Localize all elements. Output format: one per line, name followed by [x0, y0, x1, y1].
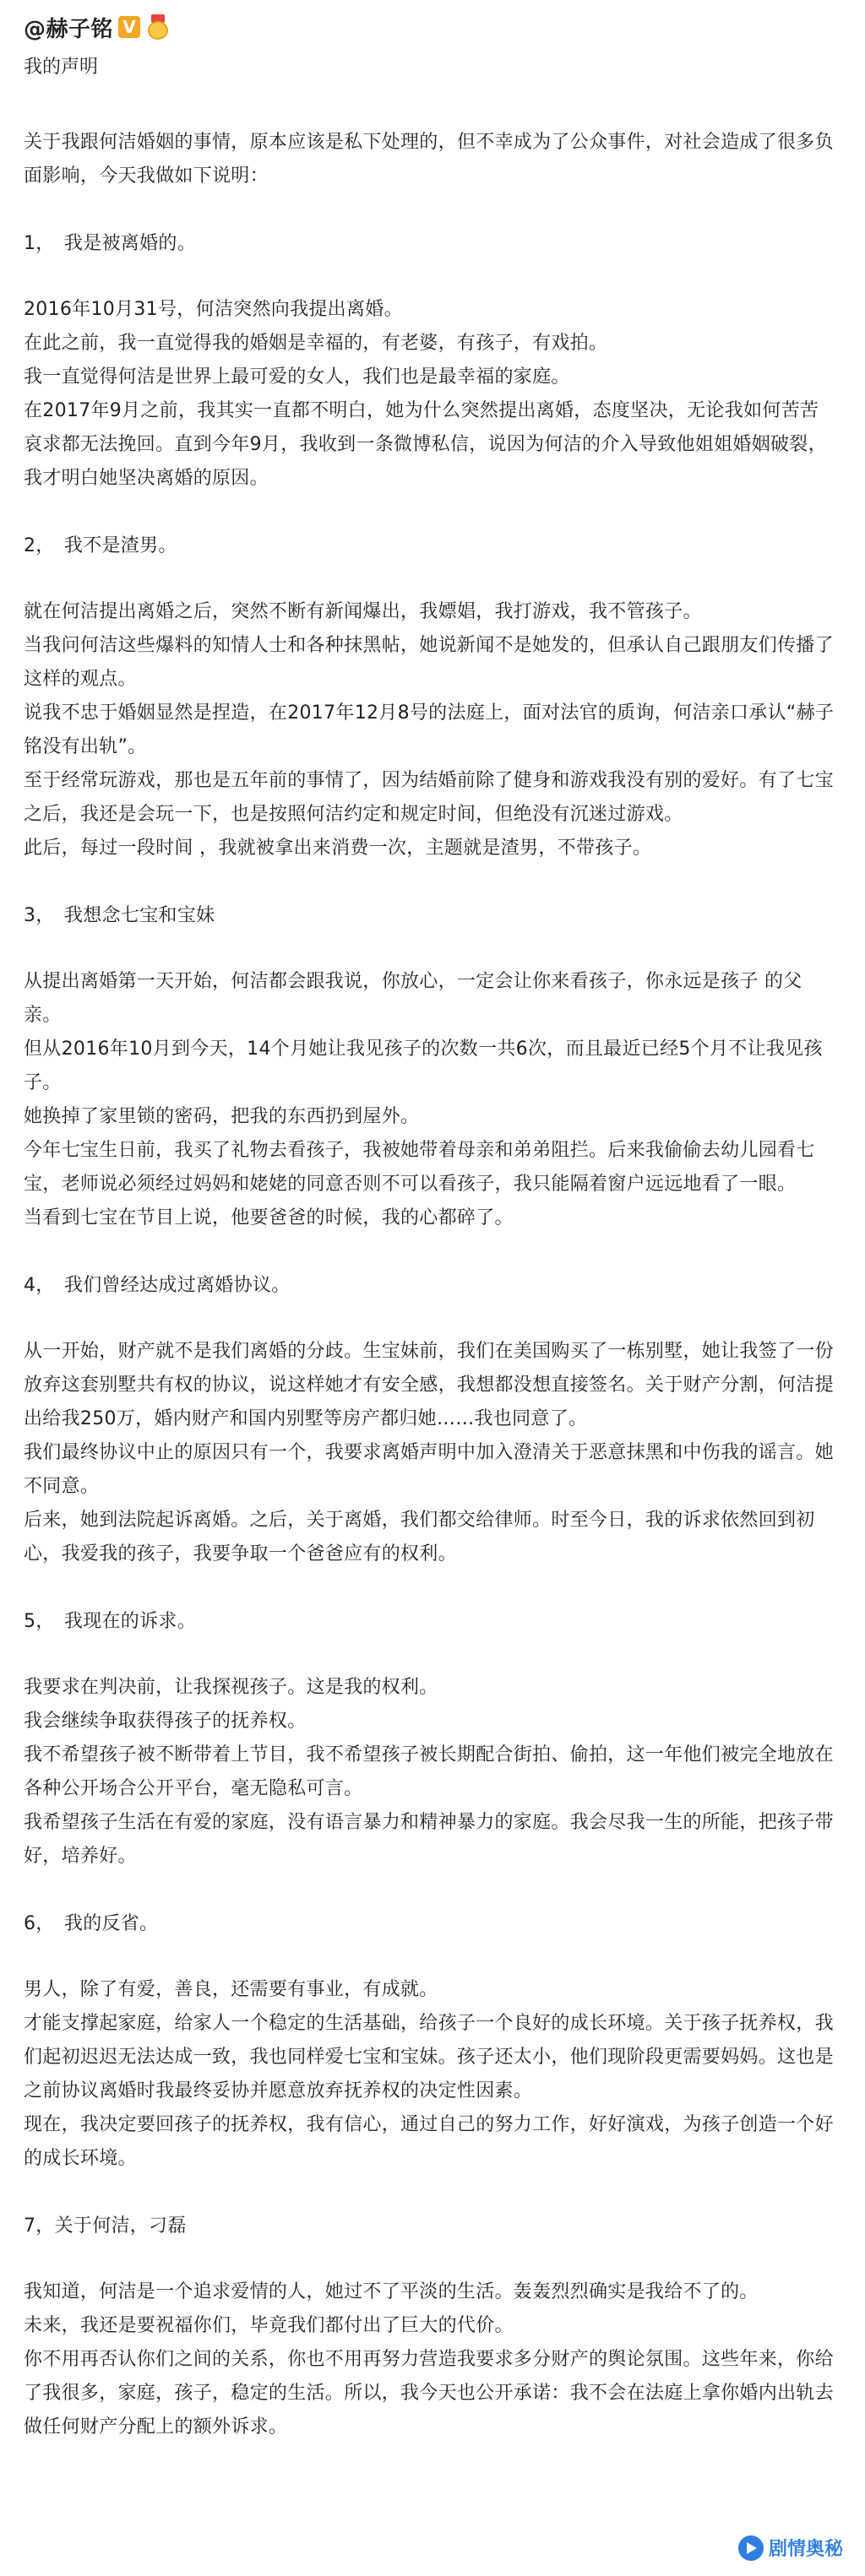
section-paragraph: 说我不忠于婚姻显然是捏造，在2017年12月8号的法庭上，面对法官的质询，何洁亲口承认“赫子铭没有出轨”。: [24, 702, 835, 757]
section-heading: 7，关于何洁，刁磊: [24, 2215, 187, 2237]
section-spacer: [24, 2176, 835, 2210]
section-heading: 4， 我们曾经达成过离婚协议。: [24, 1275, 291, 1296]
section-spacer: [24, 865, 835, 899]
section-paragraph: 我不希望孩子被不断带着上节目，我不希望孩子被长期配合街拍、偷拍，这一年他们被完全地放在各种公开场合公开平台，毫无隐私可言。: [24, 1744, 834, 1799]
section-heading: 1， 我是被离婚的。: [24, 233, 196, 254]
play-icon: [738, 2535, 764, 2561]
section-paragraph: 才能支撑起家庭，给家人一个稳定的生活基础，给孩子一个良好的成长环境。关于孩子抚养权，我们起初迟迟无法达成一致，我也同样爱七宝和宝妹。孩子还太小，他们现阶段更需要妈妈。这也是之前协议离婚时我最终妥协并愿意放弃抚养权的决定性因素。: [24, 2013, 834, 2101]
section-paragraph: 我们最终协议中止的原因只有一个，我要求离婚声明中加入澄清关于恶意抹黑和中伤我的谣言。她不同意。: [24, 1442, 834, 1497]
username[interactable]: @赫子铭: [24, 16, 114, 42]
section-paragraph: 我会继续争取获得孩子的抚养权。: [24, 1711, 307, 1732]
section-paragraph: 但从2016年10月到今天，14个月她让我见孩子的次数一共6次，而且最近已经5个月不让我见孩子。: [24, 1039, 823, 1093]
post-header: [24, 0, 835, 51]
heading-spacer: [24, 2243, 835, 2275]
section-paragraph: 我希望孩子生活在有爱的家庭，没有语言暴力和精神暴力的家庭。我会尽我一生的所能，把孩子带好，培养好。: [24, 1812, 834, 1867]
section-spacer: [24, 1235, 835, 1269]
section-heading: 2， 我不是渣男。: [24, 535, 177, 556]
section-paragraph: 你不用再否认你们之间的关系，你也不用再努力营造我要求多分财产的舆论氛围。这些年来，你给了我很多，家庭，孩子，稳定的生活。所以，我今天也公开承诺：我不会在法庭上拿你婚内出轨去做任何财产分配上的额外诉求。: [24, 2349, 834, 2438]
section-paragraph: 后来，她到法院起诉离婚。之后，关于离婚，我们都交给律师。时至今日，我的诉求依然回到初心，我爱我的孩子，我要争取一个爸爸应有的权利。: [24, 1510, 815, 1565]
section-spacer: [24, 1571, 835, 1605]
section-paragraph: 她换掉了家里锁的密码，把我的东西扔到屋外。: [24, 1106, 420, 1127]
section-paragraph: 在此之前，我一直觉得我的婚姻是幸福的，有老婆，有孩子，有戏拍。: [24, 333, 608, 354]
section-paragraph: 从一开始，财产就不是我们离婚的分歧。生宝妹前，我们在美国购买了一栋别墅，她让我签了一份放弃这套别墅共有权的协议，说这样她才有安全感，我想都没想直接签名。关于财产分割，何洁提出给我250万，婚内财产和国内别墅等房产都归她……我也同意了。: [24, 1341, 834, 1429]
section-paragraph: 我一直觉得何洁是世界上最可爱的女人，我们也是最幸福的家庭。: [24, 366, 570, 388]
section-paragraph: 就在何洁提出离婚之后，突然不断有新闻爆出，我嫖娼，我打游戏，我不管孩子。: [24, 601, 702, 622]
heading-spacer: [24, 1639, 835, 1671]
section-paragraph: 当我问何洁这些爆料的知情人士和各种抹黑帖，她说新闻不是她发的，但承认自己跟朋友们传播了这样的观点。: [24, 635, 834, 690]
section-heading: 5， 我现在的诉求。: [24, 1611, 196, 1632]
section-spacer: [24, 193, 835, 227]
section-paragraph: 此后，每过一段时间 ，我就被拿出来消费一次，主题就是渣男，不带孩子。: [24, 838, 652, 859]
intro-paragraph: 关于我跟何洁婚姻的事情，原本应该是私下处理的，但不幸成为了公众事件，对社会造成了很多负面影响，今天我做如下说明：: [24, 132, 834, 187]
section-paragraph: 2016年10月31号，何洁突然向我提出离婚。: [24, 299, 403, 320]
verified-badge-icon: V: [118, 16, 140, 38]
section-paragraph: 至于经常玩游戏，那也是五年前的事情了，因为结婚前除了健身和游戏我没有别的爱好。有了七宝之后，我还是会玩一下，也是按照何洁约定和规定时间，但绝没有沉迷过游戏。: [24, 770, 834, 825]
watermark: [732, 2531, 850, 2564]
heading-spacer: [24, 261, 835, 293]
section-heading: 3， 我想念七宝和宝妹: [24, 905, 215, 926]
section-spacer: [24, 1874, 835, 1907]
section-paragraph: 我要求在判决前，让我探视孩子。这是我的权利。: [24, 1677, 438, 1698]
section-heading: 6， 我的反省。: [24, 1913, 159, 1934]
section-spacer: [24, 496, 835, 529]
section-paragraph: 现在，我决定要回孩子的抚养权，我有信心，通过自己的努力工作，好好演戏，为孩子创造一个好的成长环境。: [24, 2114, 834, 2169]
watermark-text: 剧情奥秘: [768, 2539, 843, 2560]
medal-icon: [145, 14, 171, 40]
section-paragraph: 当看到七宝在节目上说，他要爸爸的时候，我的心都碎了。: [24, 1207, 514, 1228]
section-paragraph: 从提出离婚第一天开始，何洁都会跟我说，你放心，一定会让你来看孩子，你永远是孩子 的父亲。: [24, 971, 802, 1026]
heading-spacer: [24, 563, 835, 595]
post-body: [24, 126, 835, 2444]
heading-spacer: [24, 933, 835, 965]
section-paragraph: 在2017年9月之前，我其实一直都不明白，她为什么突然提出离婚，态度坚决，无论我如何苦苦哀求都无法挽回。直到今年9月，我收到一条微博私信，说因为何洁的介入导致他姐姐婚姻破裂，我才明白她坚决离婚的原因。: [24, 400, 827, 489]
section-paragraph: 男人，除了有爱，善良，还需要有事业，有成就。: [24, 1979, 438, 2000]
post-title: 我的声明: [24, 57, 99, 78]
section-paragraph: 今年七宝生日前，我买了礼物去看孩子，我被她带着母亲和弟弟阻拦。后来我偷偷去幼儿园看七宝，老师说必须经过妈妈和姥姥的同意否则不可以看孩子，我只能隔着窗户远远地看了一眼。: [24, 1140, 815, 1195]
section-paragraph: 未来，我还是要祝福你们，毕竟我们都付出了巨大的代价。: [24, 2315, 514, 2336]
heading-spacer: [24, 1941, 835, 1973]
section-paragraph: 我知道，何洁是一个追求爱情的人，她过不了平淡的生活。轰轰烈烈确实是我给不了的。: [24, 2281, 759, 2302]
heading-spacer: [24, 1303, 835, 1335]
